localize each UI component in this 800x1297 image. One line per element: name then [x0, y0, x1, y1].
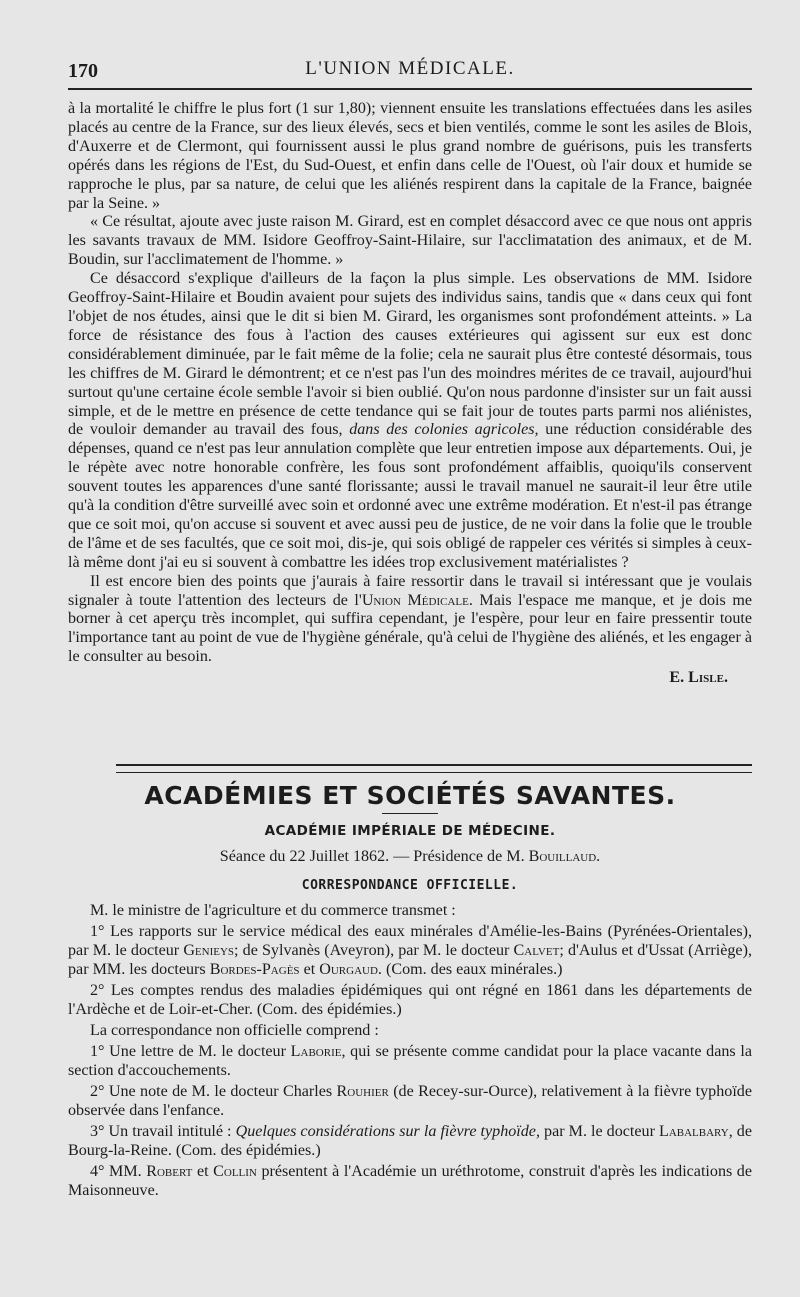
correspondence-title: CORRESPONDANCE OFFICIELLE. — [301, 878, 519, 893]
page-number: 170 — [68, 60, 98, 82]
person-name: Bordes-Pagès — [209, 961, 300, 978]
list-item — [68, 922, 752, 979]
person-name: Ourgaud — [319, 961, 378, 978]
item-text: (de Recey-sur-Ource), relativement à la fièvre typhoïde observée dans l'enfance. — [68, 1083, 752, 1119]
journal-title: L'UNION MÉDICALE. — [305, 58, 515, 79]
academies-section — [68, 781, 752, 1202]
paragraph: M. le ministre de l'agriculture et du commerce transmet : — [90, 902, 456, 919]
item-text: et — [196, 1163, 209, 1180]
section-title: ACADÉMIES ET SOCIÉTÉS SAVANTES. — [144, 781, 676, 810]
item-text: 4° MM. — [90, 1163, 142, 1180]
journal-name: Union Médicale — [361, 591, 469, 609]
article-body — [68, 100, 752, 688]
item-text: 3° Un travail intitulé : — [90, 1123, 232, 1140]
paragraph-text: . Mais l'espace me manque, et je dois me borner à cet aperçu très incomplet, qui suffira cependant, je l'espère, pour leur en faire pressentir toute l'importance tant au point de vue de l'hygiène générale, qu'à celui de l'hygiène des aliénés, et les engager à le consulter au besoin. — [68, 591, 752, 666]
item-text: . (Com. des eaux minérales.) — [377, 961, 563, 978]
item-text: , qui se présente comme candidat pour la place vacante dans la section d'accouchements. — [68, 1043, 752, 1079]
person-name: Collin — [213, 1163, 257, 1180]
italic-phrase: dans des colonies agricoles, — [349, 421, 539, 439]
person-name: Calvet — [513, 942, 560, 959]
header-rule — [68, 88, 752, 90]
list-item — [68, 1042, 752, 1080]
subsection-title: ACADÉMIE IMPÉRIALE DE MÉDECINE. — [264, 823, 556, 839]
person-name: Labalbary — [659, 1123, 729, 1140]
session-line — [68, 847, 752, 866]
running-header — [68, 52, 752, 82]
author-signature: E. Lisle. — [669, 669, 728, 687]
section-separator — [116, 764, 752, 773]
item-text: et — [303, 961, 316, 978]
session-text: Séance du 22 Juillet 1862. — Présidence de M. — [219, 848, 525, 865]
item-text: par M. le docteur — [544, 1123, 655, 1140]
paragraph — [68, 573, 752, 668]
item-text: , de Bourg-la-Reine. (Com. des épidémies.) — [68, 1123, 752, 1159]
item-text: 1° Une lettre de M. le docteur — [90, 1043, 286, 1060]
paragraph — [68, 270, 752, 573]
paragraph-text: Il est encore bien des points que j'aurais à faire ressortir dans le travail si intéressant que je voulais signaler à toute l'attention des lecteurs de l' — [68, 572, 752, 609]
paragraph: La correspondance non officielle comprend : — [90, 1022, 379, 1039]
paragraph-text: Ce désaccord s'explique d'ailleurs de la façon la plus simple. Les observations de MM. Isidore Geoffroy-Saint-Hilaire et Boudin avaient pour sujets des individus sains, tandis que « dans ceux qui font l'objet de nos études, ainsi que le dit si bien M. Girard, les organismes sont profondément atteints. » La force de résistance des fous à l'action des causes extérieures qui agissent sur eux est donc considérablement diminuée, par le fait même de la folie; cela ne saurait plus être contesté désormais, tous les chiffres de M. Girard le démontrent; et ce n'est pas l'un des moindres mérites de ce travail, aujourd'hui surtout qu'une certaine école semble l'avoir si bien oublié. Qu'on nous pardonne d'insister sur un fait aussi simple, et de le mettre en présence de cette tendance qui se fait jour de toutes parts parmi nos aliénistes, de vouloir demander au travail des fous, — [68, 270, 752, 439]
short-rule — [382, 813, 438, 814]
item-text: 2° Une note de M. le docteur Charles — [90, 1083, 333, 1100]
person-name: Rouhier — [336, 1083, 389, 1100]
list-item — [68, 1162, 752, 1200]
paragraph-text: une réduction considérable des dépenses, quand ce n'est pas leur annulation complète que leur entretien impose aux départements. Oui, je le répète avec notre honorable confrère, les fous sont profondément affaiblis, quoiqu'ils conservent souvent toutes les apparences d'une santé florissante; aussi le travail manuel ne saurait-il leur être utile qu'à la condition d'être surveillé avec soin et ordonné avec une extrême modération. Et n'est-il pas étrange que ce soit moi, qu'on accuse si souvent et avec aussi peu de justice, de ne voir dans la folie que le trouble de l'âme et de ses facultés, que ce soit moi, dis-je, qui sois obligé de rappeler ces vérités si simples à ceux-là même dont j'ai eu si souvent à combattre les idées trop exclusivement matérialistes ? — [68, 421, 752, 571]
work-title: Quelques considérations sur la fièvre typhoïde, — [235, 1123, 540, 1140]
list-item: 2° Les comptes rendus des maladies épidémiques qui ont régné en 1861 dans les départements de l'Ardèche et de Loir-et-Cher. (Com. des épidémies.) — [68, 982, 752, 1018]
person-name: Laborie — [290, 1043, 342, 1060]
person-name: Genieys — [183, 942, 235, 959]
item-text: présentent à l'Académie un uréthrotome, construit d'après les indications de Maisonneuve. — [68, 1163, 752, 1199]
paragraph: « Ce résultat, ajoute avec juste raison M. Girard, est en complet désaccord avec ce que nous ont appris les savants travaux de MM. Isidore Geoffroy-Saint-Hilaire, sur l'acclimatation des animaux, et de M. Boudin, sur l'acclimatement de l'homme. » — [68, 213, 752, 269]
item-text: 1° Les rapports sur le service médical des eaux minérales d'Amélie-les-Bains (Pyrénées-Orientales), par M. le docteur — [68, 923, 752, 959]
person-name: Robert — [146, 1163, 193, 1180]
list-item — [68, 1082, 752, 1120]
list-item — [68, 1122, 752, 1160]
item-text: ; de Sylvanès (Aveyron), par M. le docteur — [234, 942, 510, 959]
item-text: ; d'Aulus et d'Ussat (Arriège), par MM. les docteurs — [68, 942, 752, 978]
president-name: Bouillaud. — [528, 848, 601, 865]
paragraph: à la mortalité le chiffre le plus fort (1 sur 1,80); viennent ensuite les translations effectuées dans les asiles placés au centre de la France, sur des lieux élevés, secs et bien ventilés, comme le sont les asiles de Blois, d'Auxerre et de Clermont, qui fournissent aussi le plus grand nombre de guérisons, puis les transferts opérés dans les régions de l'Est, du Sud-Ouest, et enfin dans celle de l'Ouest, où l'air doux et humide se rapproche le plus, par sa nature, de celui que les aliénés respirent dans la capitale de la France, baignée par la Seine. » — [68, 100, 752, 212]
